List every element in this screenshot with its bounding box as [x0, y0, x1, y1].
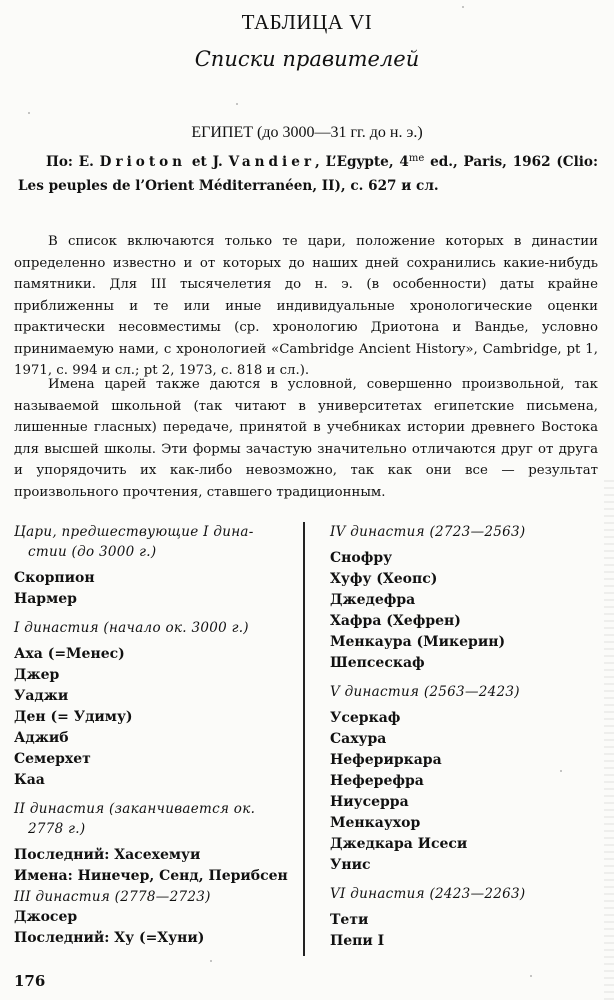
scan-speck	[236, 103, 238, 105]
scan-speck	[28, 112, 30, 114]
ruler-name: Снофру	[330, 550, 393, 566]
source-author-2: Vandier	[228, 154, 316, 170]
dynasty-section	[14, 522, 292, 610]
dynasty-heading-line: V династия (2563—2423)	[330, 684, 520, 700]
ruler-name: Хуфу (Хеопс)	[330, 571, 438, 587]
scan-edge-noise	[604, 480, 614, 1000]
dynasty-heading	[14, 522, 292, 562]
dynasty-heading-line: 2778 г.)	[28, 821, 86, 837]
paragraph-text: Имена царей также даются в условной, совершенно произвольной, так называемой школьной (так читают в университетах египетские письмена, лишенные гласных) передаче, принятой в учебниках истории древнего Востока для высшей школы. Эти формы зачастую значительно отличаются друг от друга и упорядочить их как-либо невозможно, так как они все — результат произвольного прочтения, ставшего традиционным.	[14, 377, 598, 500]
ruler-name: Джедефра	[330, 592, 416, 608]
dynasty-heading-line: IV династия (2723—2563)	[330, 524, 526, 540]
ruler-name: Хафра (Хефрен)	[330, 613, 461, 629]
paragraph-text: В список включаются только те цари, положение которых в династии определенно известно и от которых до наших дней сохранились какие-нибудь памятники. Для III тысячелетия до н. э. (в особенности) даты крайне приближенны и те или иные индивидуальные хронологические оценки практически несовместимы (ср. хронологию Дриотона и Вандье, условно принимаемую нами, с хронологией «Cambridge Ancient History», Cambridge, pt 1, 1971, с. 994 и сл.; pt 2, 1973, с. 818 и сл.).	[14, 234, 598, 378]
ruler-name: Пепи I	[330, 933, 385, 949]
dynasty-heading	[14, 799, 292, 839]
table-title: ТАБЛИЦА VI	[241, 10, 373, 34]
right-column-dynasties	[330, 522, 600, 952]
ruler-name: Неферефра	[330, 773, 424, 789]
ruler-name: Семерхет	[14, 751, 91, 767]
ruler-name: Последний: Ху (=Хуни)	[14, 930, 205, 946]
dynasty-heading	[330, 884, 600, 904]
ruler-name: Имена: Нинечер, Сенд, Перибсен	[14, 868, 288, 884]
ruler-name: Унис	[330, 857, 371, 873]
ruler-name: Аха (=Менес)	[14, 646, 125, 662]
ruler-name: Тети	[330, 912, 369, 928]
ruler-name: Усеркаф	[330, 710, 401, 726]
scan-speck	[210, 960, 212, 962]
dynasty-heading-line: I династия (начало ок. 3000 г.)	[14, 620, 249, 636]
dynasty-section	[14, 887, 292, 949]
source-citation	[18, 147, 598, 198]
dynasty-heading	[330, 682, 600, 702]
intro-paragraph-1	[14, 231, 598, 382]
ruler-name: Джедкара Исеси	[330, 836, 468, 852]
table-subtitle: Списки правителей	[194, 47, 420, 71]
country-heading: ЕГИПЕТ (до 3000—31 гг. до н. э.)	[191, 124, 423, 141]
left-column-dynasties	[14, 522, 292, 949]
ruler-name: Ден (= Удиму)	[14, 709, 133, 725]
ruler-name: Аджиб	[14, 730, 69, 746]
source-title: , L’Egypte, 4	[315, 154, 409, 170]
ruler-name: Скорпион	[14, 570, 95, 586]
ruler-name: Последний: Хасехемуи	[14, 847, 201, 863]
dynasty-heading-line: VI династия (2423—2263)	[330, 886, 526, 902]
source-prefix: По: E.	[46, 154, 100, 170]
ruler-name: Нармер	[14, 591, 77, 607]
page-number: 176	[14, 972, 46, 990]
ruler-name: Менкаухор	[330, 815, 421, 831]
ruler-name: Сахура	[330, 731, 387, 747]
dynasty-section	[330, 522, 600, 674]
ruler-name: Ниусерра	[330, 794, 409, 810]
ruler-name: Нефериркара	[330, 752, 442, 768]
dynasty-heading-line: III династия (2778—2723)	[14, 889, 211, 905]
source-edition-sup: me	[408, 153, 425, 164]
dynasty-heading-line: стии (до 3000 г.)	[28, 544, 157, 560]
source-mid: et J.	[186, 154, 229, 170]
dynasty-heading	[14, 887, 292, 907]
dynasty-section	[330, 884, 600, 952]
ruler-name: Менкаура (Микерин)	[330, 634, 506, 650]
ruler-name: Джосер	[14, 909, 78, 925]
intro-paragraph-2	[14, 374, 598, 503]
dynasty-section	[14, 799, 292, 887]
scan-speck	[462, 6, 464, 8]
dynasty-section	[330, 682, 600, 876]
ruler-name: Уаджи	[14, 688, 69, 704]
ruler-name: Джер	[14, 667, 60, 683]
dynasty-heading	[14, 618, 292, 638]
scan-speck	[530, 975, 532, 977]
source-rest: ed., Paris, 1962 (Clio: Les peuples de l’Orient Méditerranéen, II), с. 627 и сл.	[18, 154, 599, 194]
column-divider	[303, 522, 305, 956]
dynasty-heading-line: Цари, предшествующие I дина-	[14, 524, 254, 540]
dynasty-section	[14, 618, 292, 791]
dynasty-heading	[330, 522, 600, 542]
dynasty-heading-line: II династия (заканчивается ок.	[14, 801, 256, 817]
ruler-name: Каа	[14, 772, 45, 788]
ruler-name: Шепсескаф	[330, 655, 425, 671]
source-author-1: Drioton	[99, 154, 187, 170]
